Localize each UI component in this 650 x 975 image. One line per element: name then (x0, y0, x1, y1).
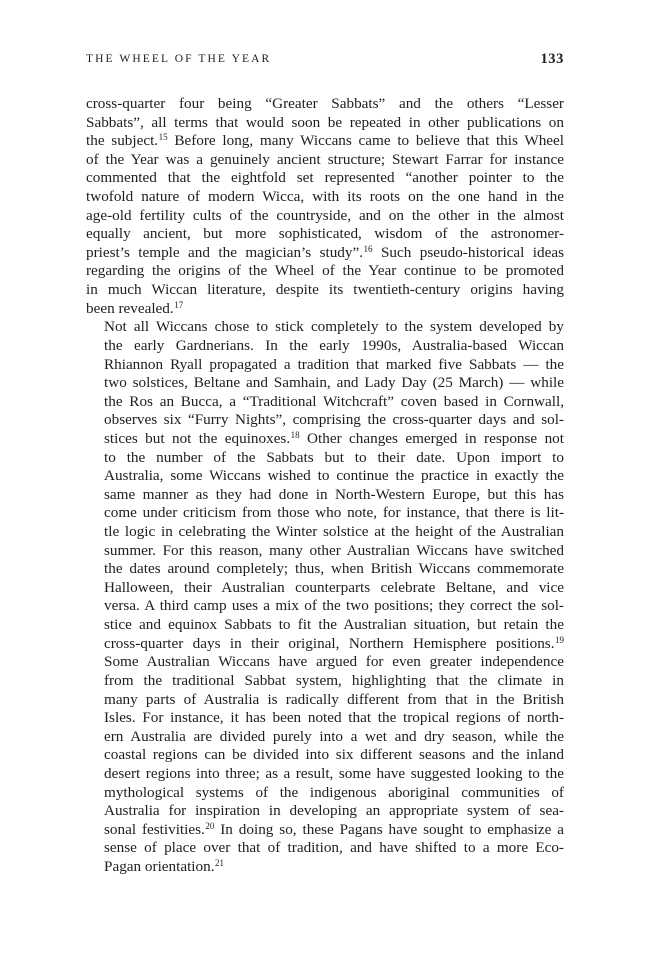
paragraph (86, 318, 564, 876)
text-line: from the traditional Sabbat system, highlighting that the climate in (104, 671, 564, 689)
footnote-reference: 16 (363, 243, 373, 254)
text-line: cross-quarter four being “Greater Sabbats” and the others “Lesser (86, 95, 564, 112)
text-line: the subject.$^{15}$ Before long, many Wiccans came to believe that this Wheel (86, 132, 564, 150)
footnote-reference: 19 (555, 634, 564, 645)
text-line: priest’s temple and the magician’s study”.$^{16}$ Such pseudo-historical ideas (86, 243, 564, 261)
footnote-reference: 20 (205, 820, 215, 831)
text-line: the Ros an Bucca, a “Traditional Witchcraft” coven based in Cornwall, (104, 392, 564, 410)
text-line: equally ancient, but more sophisticated, wisdom of the astronomer- (86, 225, 564, 243)
text-line: summer. For this reason, many other Australian Wiccans have switched (104, 541, 564, 559)
text-line: age-old fertility cults of the countryside, and on the other in the almost (86, 206, 564, 224)
text-line: same manner as they had done in North-Western Europe, but this has (104, 485, 564, 503)
text-line: Rhiannon Ryall propagated a tradition that marked five Sabbats — the (104, 355, 564, 373)
text-line: Pagan orientation.$^{21}$ (104, 857, 225, 875)
footnote-reference: 21 (215, 857, 225, 868)
text-line: sonal festivities.$^{20}$ In doing so, these Pagans have sought to emphasize a (104, 820, 564, 838)
paragraph (86, 95, 564, 318)
page-number: 133 (540, 51, 564, 67)
text-line: sense of place over that of tradition, and have shifted to a more Eco- (104, 839, 564, 857)
text-line: tle logic in celebrating the Winter solstice at the height of the Australian (104, 523, 564, 541)
text-line: the early Gardnerians. In the early 1990s, Australia-based Wiccan (104, 336, 564, 354)
text-line: commented that the eightfold set represented “another pointer to the (86, 169, 564, 187)
text-line: been revealed.$^{17}$ (86, 299, 184, 317)
footnote-reference: 17 (174, 299, 184, 310)
text-line: Some Australian Wiccans have argued for even greater independence (104, 653, 564, 671)
text-line: ern Australia are divided purely into a wet and dry season, while the (104, 727, 564, 745)
text-line: twofold nature of modern Wicca, with its roots on the one hand in the (86, 188, 564, 206)
text-line: of the Year was a genuinely ancient structure; Stewart Farrar for instance (86, 150, 564, 168)
text-line: come under criticism from those who note, for instance, that there is lit- (104, 504, 564, 522)
text-line: Sabbats”, all terms that would soon be repeated in other publications on (86, 113, 564, 131)
text-line: stices but not the equinoxes.$^{18}$ Other changes emerged in response not (104, 429, 564, 447)
text-line: Australia, some Wiccans wished to continue the practice in exactly the (104, 467, 564, 485)
text-line: many parts of Australia is radically different from that in the British (104, 690, 564, 708)
text-line: Halloween, their Australian counterparts celebrate Beltane, and vice (104, 578, 564, 596)
text-line: stice and equinox Sabbats to fit the Australian situation, but retain the (104, 616, 564, 634)
text-line: desert regions into three; as a result, some have suggested looking to the (104, 764, 564, 782)
text-line: coastal regions can be divided into six different seasons and the inland (104, 746, 564, 764)
text-line: the dates around completely; thus, when British Wiccans commemorate (104, 560, 564, 578)
running-head-title: THE WHEEL OF THE YEAR (86, 53, 272, 65)
text-line: Isles. For instance, it has been noted that the tropical regions of north- (104, 709, 564, 727)
text-line: versa. A third camp uses a mix of the two positions; they correct the sol- (104, 597, 564, 615)
footnote-reference: 18 (290, 429, 300, 440)
text-line: Australia for inspiration in developing an appropriate system of sea- (104, 802, 564, 820)
text-line: to the number of the Sabbats but to their date. Upon import to (104, 448, 564, 466)
text-line: observes six “Furry Nights”, comprising the cross-quarter days and sol- (104, 411, 564, 429)
running-head (86, 51, 564, 71)
footnote-reference: 15 (158, 132, 168, 143)
text-line: mythological systems of the indigenous aboriginal communities of (104, 783, 564, 801)
text-line: two solstices, Beltane and Samhain, and Lady Day (25 March) — while (104, 374, 564, 392)
text-line: regarding the origins of the Wheel of the Year continue to be promoted (86, 262, 564, 280)
text-line: Not all Wiccans chose to stick completely to the system developed by (104, 318, 564, 336)
text-line: cross-quarter days in their original, Northern Hemisphere positions.$^{19}$ (104, 634, 564, 652)
body-text (86, 95, 564, 877)
text-line: in much Wiccan literature, despite its twentieth-century origins having (86, 281, 564, 299)
